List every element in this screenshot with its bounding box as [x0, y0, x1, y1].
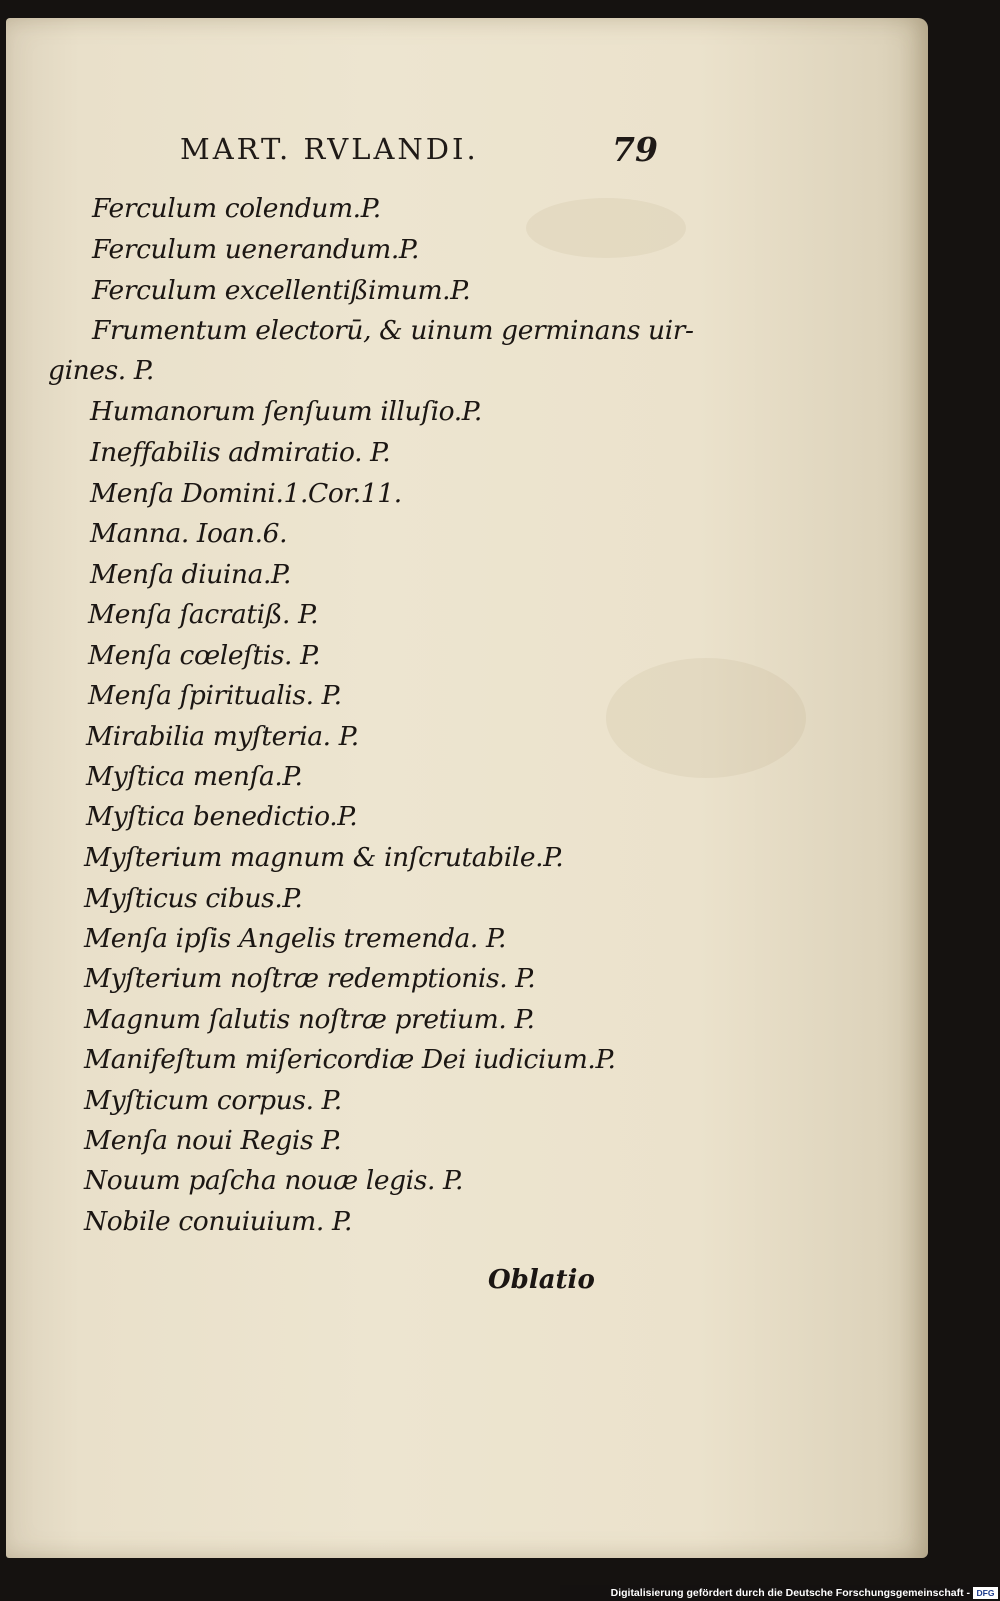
list-item: Menſa diuina.P.: [90, 559, 292, 590]
list-item: Menſa Domini.1.Cor.11.: [90, 478, 402, 509]
list-item: Myſterium magnum & inſcrutabile.P.: [84, 842, 564, 873]
list-item: gines. P.: [48, 355, 154, 386]
list-item: Ineffabilis admiratio. P.: [90, 437, 391, 468]
list-item: Menſa ipſis Angelis tremenda. P.: [84, 923, 507, 954]
list-item: Myſterium noſtræ redemptionis. P.: [84, 963, 536, 994]
list-item: Myſticum corpus. P.: [84, 1085, 342, 1116]
running-head: MART. RVLANDI.: [180, 132, 479, 166]
list-item: Nobile conuiuium. P.: [84, 1206, 353, 1237]
list-item: Menſa ſacratiß. P.: [88, 599, 319, 630]
list-item: Menſa noui Regis P.: [84, 1125, 342, 1156]
catchword: Oblatio: [488, 1265, 595, 1295]
list-item: Menſa ſpiritualis. P.: [88, 680, 342, 711]
list-item: Manifeſtum miſericordiæ Dei iudicium.P.: [84, 1044, 616, 1075]
list-item: Myſtica menſa.P.: [86, 761, 303, 792]
page-number: 79: [612, 130, 658, 169]
list-item: Humanorum ſenſuum illuſio.P.: [90, 396, 482, 427]
list-item: Ferculum colendum.P.: [92, 193, 381, 224]
list-item: Ferculum excellentißimum.P.: [92, 275, 471, 306]
list-item: Magnum ſalutis noſtræ pretium. P.: [84, 1004, 535, 1035]
funding-credit: Digitalisierung gefördert durch die Deutsche Forschungsgemeinschaft -: [610, 1587, 970, 1599]
list-item: Nouum paſcha nouæ legis. P.: [84, 1165, 464, 1196]
digitization-footer: [560, 1585, 1000, 1601]
list-item: Myſticus cibus.P.: [84, 883, 303, 914]
list-item: Myſtica benedictio.P.: [86, 801, 358, 832]
list-item: Manna. Ioan.6.: [90, 518, 288, 549]
list-item: Mirabilia myſteria. P.: [86, 721, 359, 752]
list-item: Ferculum uenerandum.P.: [92, 234, 419, 265]
list-item: Menſa cœleſtis. P.: [88, 640, 321, 671]
dfg-logo: DFG: [973, 1587, 998, 1599]
list-item: Frumentum electorū, & uinum germinans uir-: [92, 315, 694, 346]
